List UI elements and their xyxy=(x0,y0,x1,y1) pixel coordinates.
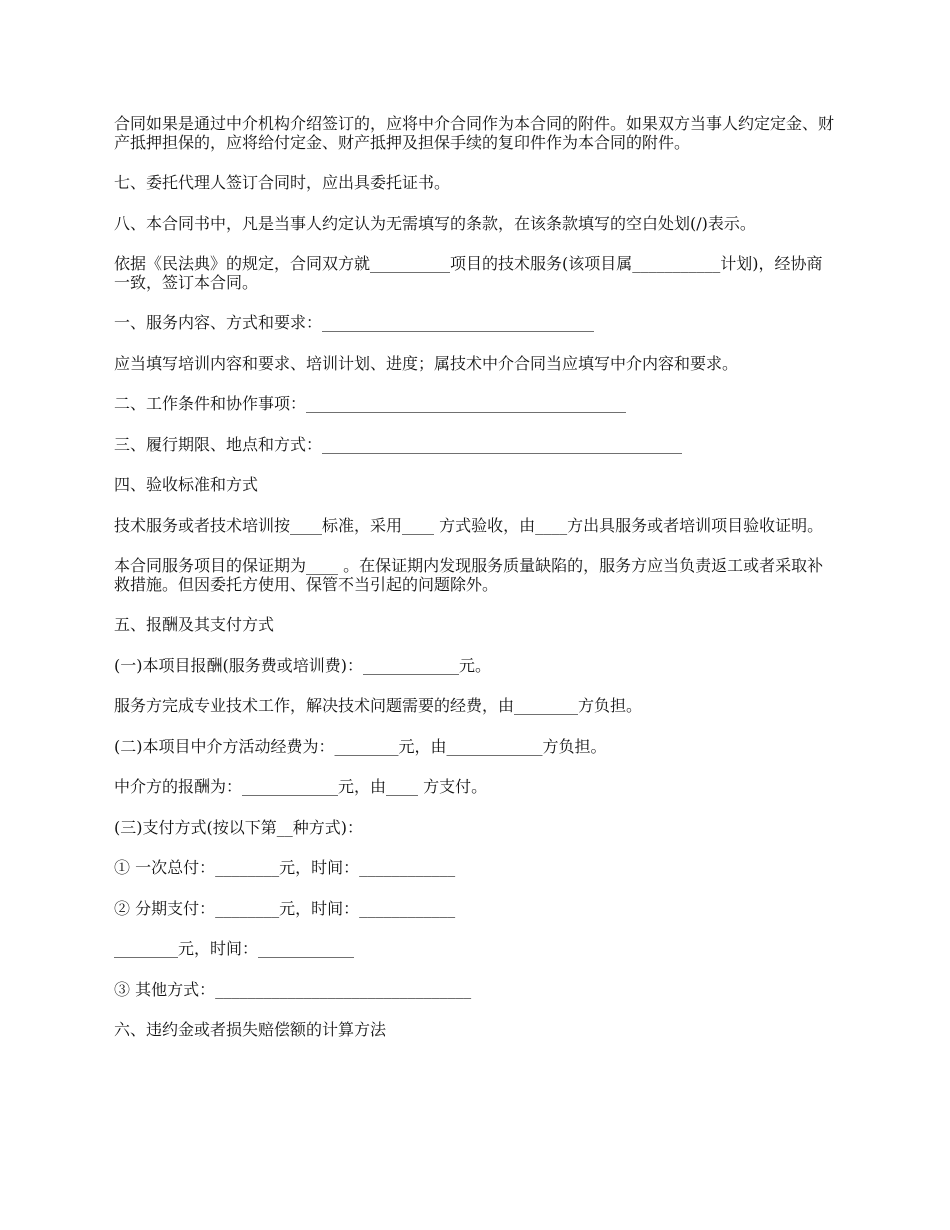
heading-acceptance: 四、验收标准和方式 xyxy=(114,475,259,494)
document-page xyxy=(114,115,844,1040)
heading-performance-terms: 三、履行期限、地点和方式：_____________________________________________ xyxy=(114,434,683,454)
paragraph-acceptance-terms: 技术服务或者技术培训按____标准，采用____ 方式验收，由____方出具服务或者培训项目验收证明。 xyxy=(114,515,824,535)
heading-payment-method: (三)支付方式(按以下第__种方式)： xyxy=(114,817,363,837)
payment-option-other: ③ 其他方式：________________________________ xyxy=(114,979,472,999)
heading-work-conditions: 二、工作条件和协作事项：________________________________________ xyxy=(114,394,627,413)
heading-service-content: 一、服务内容、方式和要求：__________________________________ xyxy=(114,313,595,332)
payment-installment-line: ________元，时间：____________ xyxy=(114,939,355,958)
paragraph-agency-expenses: (二)本项目中介方活动经费为：________元，由____________方负担。 xyxy=(114,736,607,756)
paragraph-service-note: 应当填写培训内容和要求、培训计划、进度；属技术中介合同当应填写中介内容和要求。 xyxy=(114,353,739,373)
heading-penalty: 六、违约金或者损失赔偿额的计算方法 xyxy=(114,1020,387,1039)
heading-remuneration: 五、报酬及其支付方式 xyxy=(114,615,275,634)
paragraph-agency-fee: 中介方的报酬为：____________元，由____ 方支付。 xyxy=(114,777,488,796)
paragraph-attachment-note: 合同如果是通过中介机构介绍签订的，应将中介合同作为本合同的附件。如果双方当事人约定定金、财产抵押担保的，应将给付定金、财产抵押及担保手续的复印件作为本合同的附件。 xyxy=(114,114,835,152)
paragraph-warranty: 本合同服务项目的保证期为____ 。在保证期内发现服务质量缺陷的，服务方应当负责返工或者采取补救措施。但因委托方使用、保管不当引起的问题除外。 xyxy=(114,556,824,594)
payment-option-installment: ② 分期支付：________元，时间：____________ xyxy=(114,898,456,918)
paragraph-clause-eight: 八、本合同书中，凡是当事人约定认为无需填写的条款，在该条款填写的空白处划(/)表示。 xyxy=(114,213,756,233)
paragraph-contract-basis: 依据《民法典》的规定，合同双方就__________项目的技术服务(该项目属___________计划)，经协商一致，签订本合同。 xyxy=(114,254,823,292)
paragraph-service-expenses: 服务方完成专业技术工作，解决技术问题需要的经费，由________方负担。 xyxy=(114,696,643,715)
paragraph-clause-seven: 七、委托代理人签订合同时，应出具委托证书。 xyxy=(114,173,451,192)
paragraph-project-fee: (一)本项目报酬(服务费或培训费)：____________元。 xyxy=(114,655,491,675)
payment-option-lump-sum: ① 一次总付：________元，时间：____________ xyxy=(114,858,456,877)
